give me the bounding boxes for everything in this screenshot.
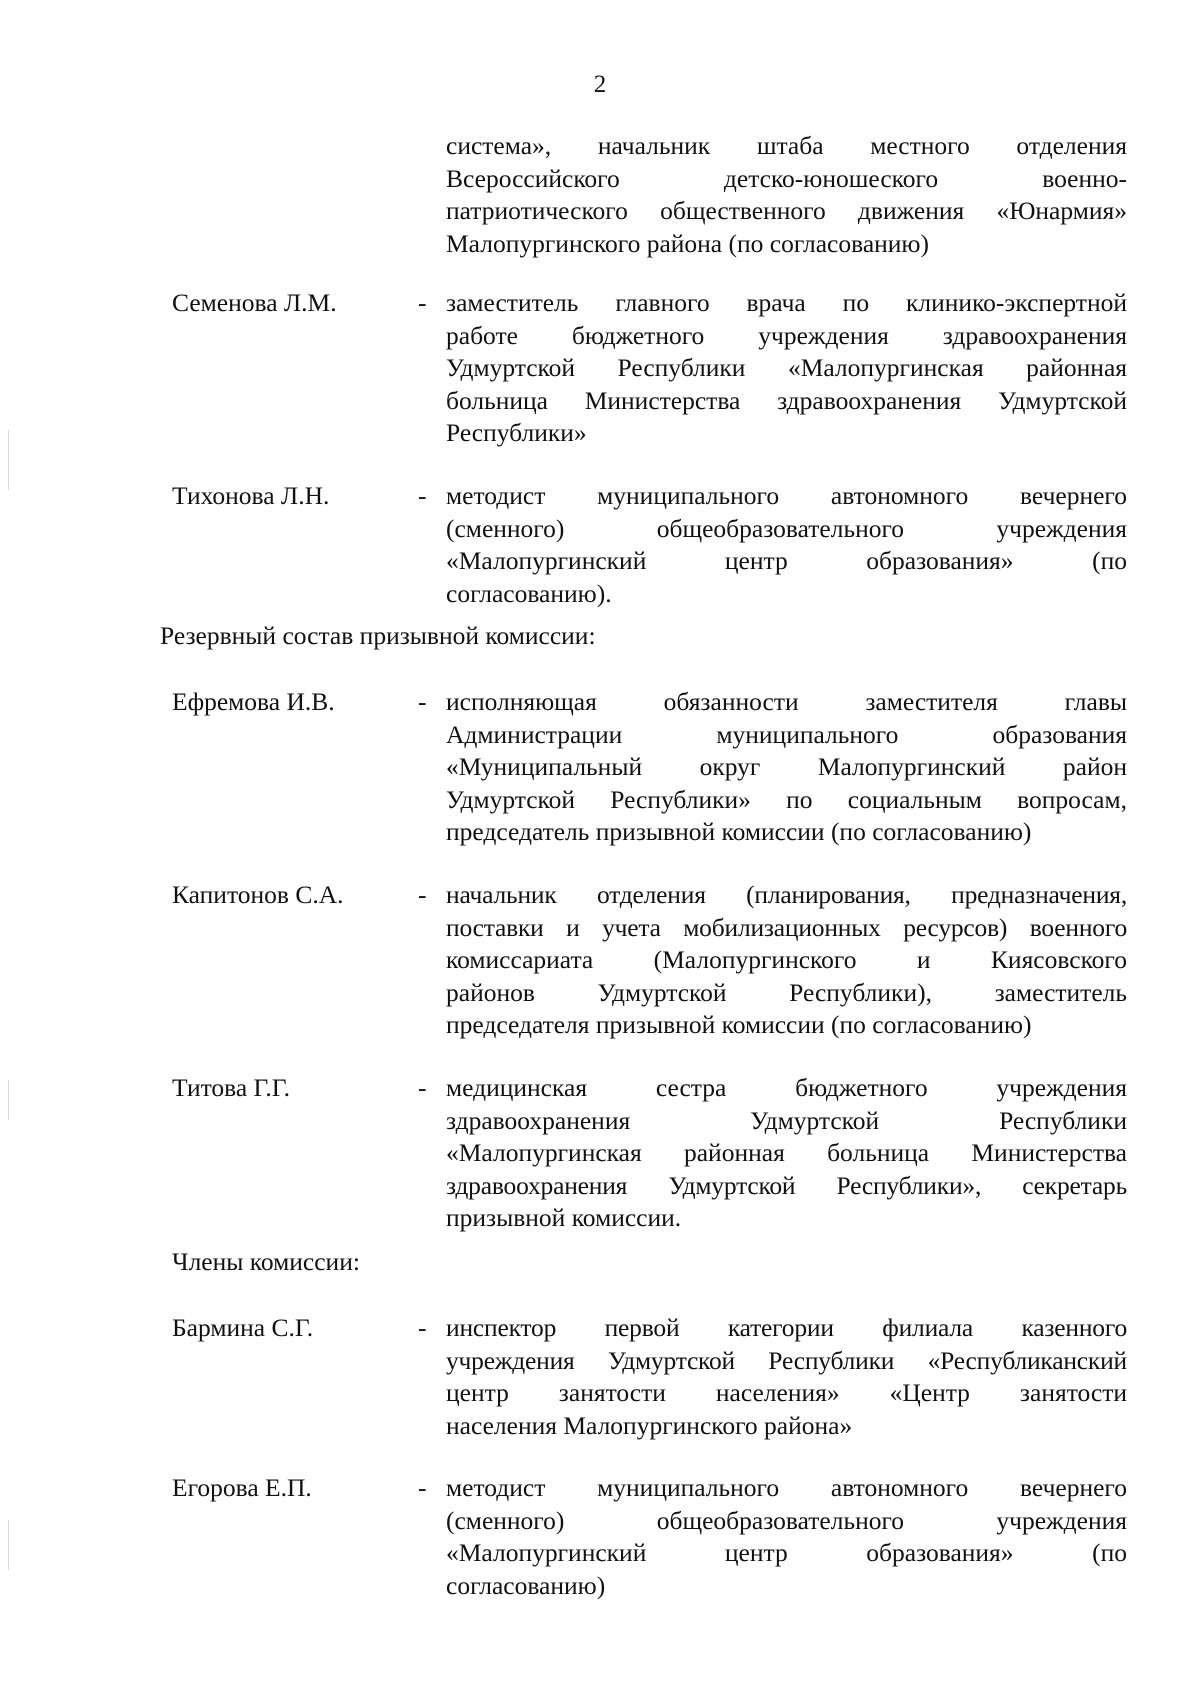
text-line: Республики» xyxy=(446,418,587,447)
dash-separator: - xyxy=(418,288,427,317)
member-name: Бармина С.Г. xyxy=(172,1313,314,1342)
text-line: «Малопургинский центр образования» (по xyxy=(446,1538,1127,1567)
member-description xyxy=(446,480,1127,610)
text-line: начальник отделения (планирования, предназначения, xyxy=(446,880,1127,909)
text-line: (сменного) общеобразовательного учреждения xyxy=(446,1505,1127,1535)
text-line: Удмуртской Республики» по социальным вопросам, xyxy=(446,784,1127,814)
member-name: Егорова Е.П. xyxy=(172,1473,312,1502)
continuation-text xyxy=(446,130,1127,260)
scan-artifact xyxy=(8,1080,9,1120)
text-line: районов Удмуртской Республики), заместитель xyxy=(446,977,1127,1007)
scan-artifact xyxy=(8,1520,9,1570)
dash-separator: - xyxy=(418,880,427,909)
text-line: работе бюджетного учреждения здравоохранения xyxy=(446,320,1127,350)
text-line: здравоохранения Удмуртской Республики xyxy=(446,1105,1127,1135)
text-line: Малопургинского района (по согласованию) xyxy=(446,228,929,258)
text-line: комиссариата (Малопургинского и Киясовского xyxy=(446,945,1127,974)
text-line: населения Малопургинского района» xyxy=(446,1410,853,1440)
member-description xyxy=(446,1072,1127,1235)
member-name: Ефремова И.В. xyxy=(172,687,335,716)
text-line: поставки и учета мобилизационных ресурсов) военного xyxy=(446,912,1127,942)
reserve-heading: Резервный состав призывной комиссии: xyxy=(160,621,596,650)
page-number: 2 xyxy=(593,71,607,98)
text-line: исполняющая обязанности заместителя главы xyxy=(446,687,1127,716)
text-line: медицинская сестра бюджетного учреждения xyxy=(446,1073,1127,1102)
member-description xyxy=(446,287,1127,450)
text-line: согласованию). xyxy=(446,578,612,608)
text-line: «Малопургинский центр образования» (по xyxy=(446,546,1127,575)
text-line: председателя призывной комиссии (по согласованию) xyxy=(446,1010,1032,1039)
text-line: Удмуртской Республики «Малопургинская районная xyxy=(446,353,1127,382)
text-line: больница Министерства здравоохранения Удмуртской xyxy=(446,385,1127,415)
text-line: согласованию) xyxy=(446,1570,606,1600)
text-line: призывной комиссии. xyxy=(446,1203,682,1232)
member-description xyxy=(446,1312,1127,1442)
text-line: учреждения Удмуртской Республики «Республиканский xyxy=(446,1345,1127,1375)
member-name: Семенова Л.М. xyxy=(172,288,337,317)
text-line: патриотического общественного движения «Юнармия» xyxy=(446,196,1127,225)
member-name: Тихонова Л.Н. xyxy=(172,481,330,510)
text-line: заместитель главного врача по клинико-экспертной xyxy=(446,288,1127,317)
text-line: председатель призывной комиссии (по согласованию) xyxy=(446,817,1032,846)
dash-separator: - xyxy=(418,1073,427,1102)
text-line: «Малопургинская районная больница Министерства xyxy=(446,1138,1127,1167)
member-description xyxy=(446,879,1127,1042)
dash-separator: - xyxy=(418,481,427,510)
members-heading: Члены комиссии: xyxy=(172,1247,360,1276)
text-line: система», начальник штаба местного отделения xyxy=(446,131,1127,160)
text-line: здравоохранения Удмуртской Республики», секретарь xyxy=(446,1170,1127,1200)
text-line: методист муниципального автономного вечернего xyxy=(446,1473,1127,1502)
text-line: Всероссийского детско-юношеского военно- xyxy=(446,163,1127,193)
text-line: методист муниципального автономного вечернего xyxy=(446,481,1127,510)
text-line: «Муниципальный округ Малопургинский район xyxy=(446,752,1127,781)
dash-separator: - xyxy=(418,1473,427,1502)
text-line: центр занятости населения» «Центр занятости xyxy=(446,1378,1127,1407)
text-line: инспектор первой категории филиала казенного xyxy=(446,1313,1127,1342)
scan-artifact xyxy=(8,430,9,490)
member-description xyxy=(446,1472,1127,1602)
text-line: Администрации муниципального образования xyxy=(446,719,1127,749)
member-name: Титова Г.Г. xyxy=(172,1073,291,1102)
member-description xyxy=(446,686,1127,849)
member-name: Капитонов С.А. xyxy=(172,880,344,909)
text-line: (сменного) общеобразовательного учреждения xyxy=(446,513,1127,543)
dash-separator: - xyxy=(418,687,427,716)
dash-separator: - xyxy=(418,1313,427,1342)
